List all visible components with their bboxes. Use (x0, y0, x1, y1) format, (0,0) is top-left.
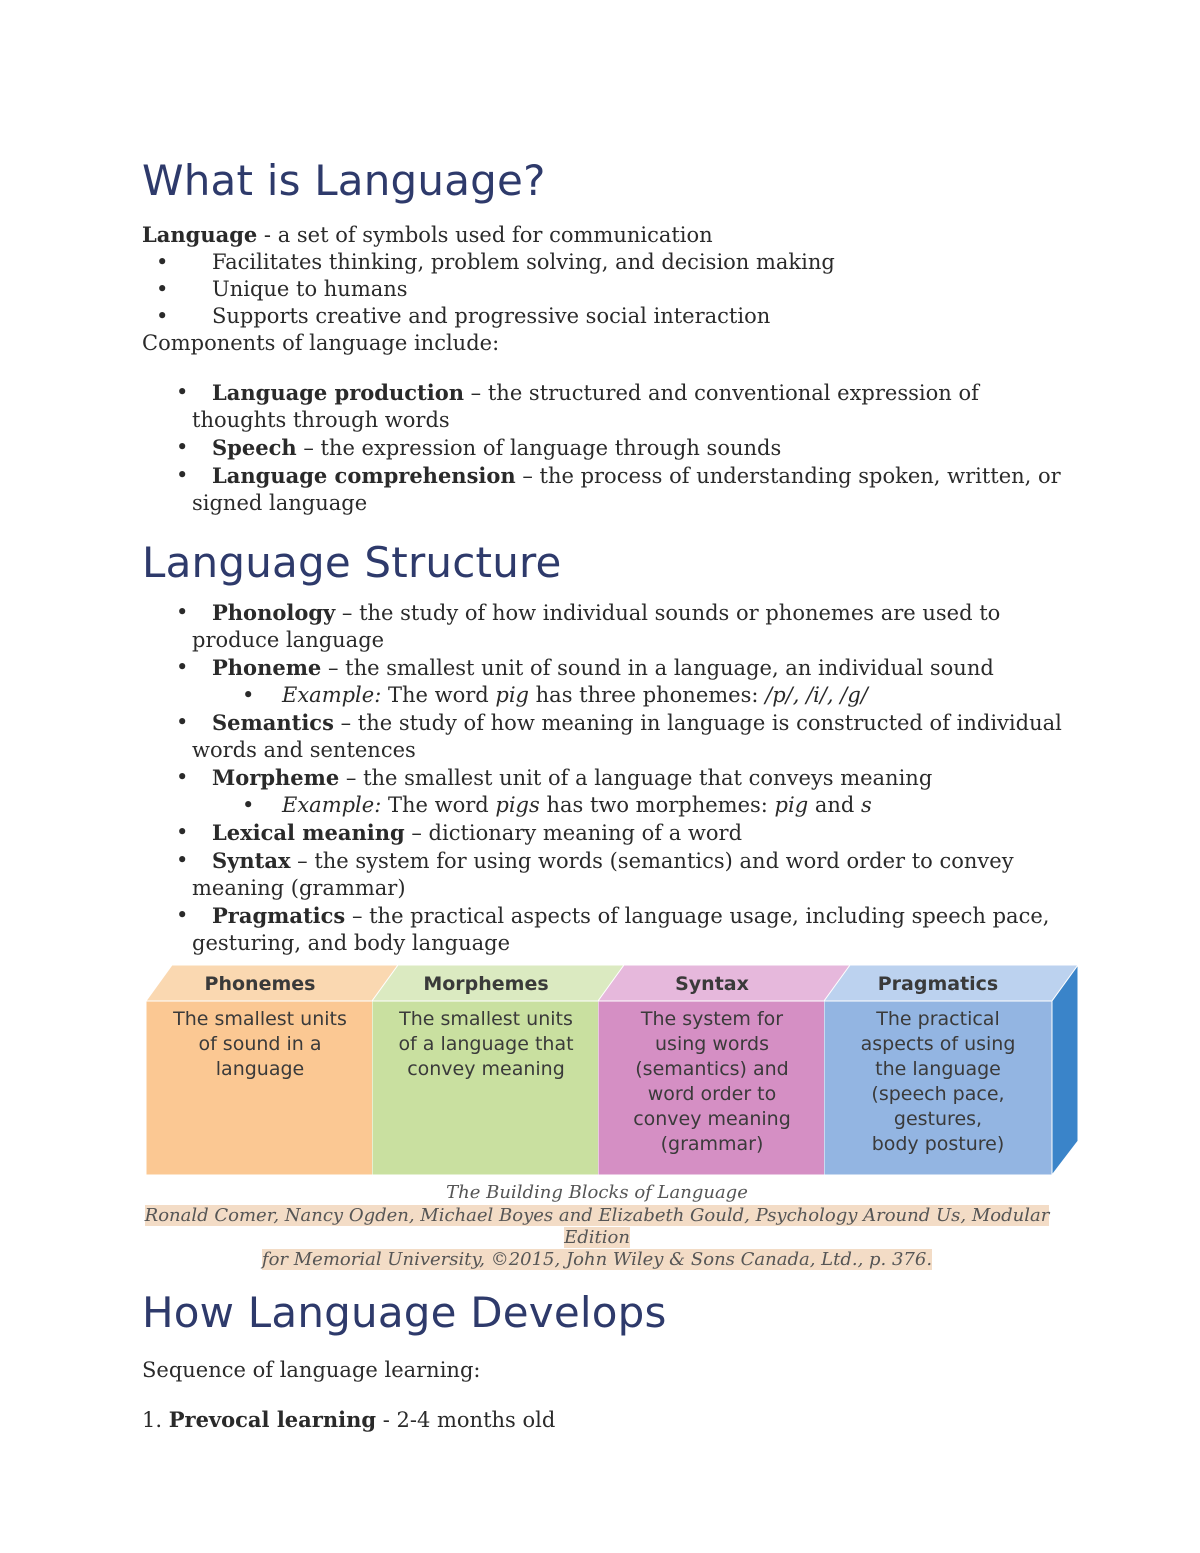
block-description-line: word order to (647, 1083, 777, 1105)
block-description-line: aspects of using (860, 1033, 1016, 1055)
list-item: • Example: The word pig has three phonemes: /p/, /i/, /g/ (142, 682, 1062, 709)
block-description-line: The practical (876, 1008, 1000, 1030)
block-title: Pragmatics (877, 973, 999, 995)
document-page (142, 155, 1062, 1434)
list-item: • Supports creative and progressive social interaction (142, 303, 1062, 330)
list-item: • Language production – the structured and conventional expression of thoughts through words (142, 379, 1062, 434)
block-description-line: convey meaning (633, 1108, 791, 1130)
block-side-face (1052, 965, 1078, 1175)
definition-term: Language (142, 222, 258, 247)
phoneme-example-list (142, 682, 1062, 709)
heading-what-is-language: What is Language? (142, 156, 546, 205)
structure-list-2 (142, 709, 1062, 792)
block-description-line: of sound in a (198, 1033, 322, 1055)
list-item: • Facilitates thinking, problem solving, and decision making (142, 249, 1062, 276)
list-item: • Morpheme – the smallest unit of a language that conveys meaning (142, 764, 1062, 792)
credit-line-2: for Memorial University, ©2015, John Wiley & Sons Canada, Ltd., p. 376. (261, 1249, 933, 1270)
block-title: Morphemes (423, 973, 549, 995)
morpheme-example-list (142, 792, 1062, 819)
block-title: Syntax (675, 973, 749, 995)
heading-language-structure: Language Structure (142, 538, 562, 587)
step-prevocal: 1. Prevocal learning - 2-4 months old (142, 1407, 556, 1432)
block-morphemes (372, 963, 634, 1175)
block-description-line: body posture) (871, 1133, 1005, 1155)
structure-list (142, 599, 1062, 682)
language-definition (142, 221, 1062, 249)
block-description-line: convey meaning (407, 1058, 565, 1080)
block-description-line: language (215, 1058, 305, 1080)
block-description-line: gestures, (893, 1108, 983, 1130)
list-item: • Syntax – the system for using words (semantics) and word order to convey meaning (grammar) (142, 847, 1062, 902)
block-description-line: (speech pace, (871, 1083, 1005, 1105)
list-item: • Phonology – the study of how individual sounds or phonemes are used to produce language (142, 599, 1062, 654)
list-item: • Semantics – the study of how meaning in language is constructed of individual words and sentences (142, 709, 1062, 764)
block-description-line: The smallest units (399, 1008, 573, 1030)
list-item: • Phoneme – the smallest unit of sound in a language, an individual sound (142, 654, 1062, 682)
block-syntax (598, 963, 860, 1175)
building-blocks-figure (146, 963, 1056, 1175)
list-item: • Speech – the expression of language through sounds (142, 434, 1062, 462)
block-description (824, 1007, 1052, 1157)
block-phonemes (146, 963, 408, 1175)
block-description (372, 1007, 600, 1082)
structure-list-3 (142, 819, 1062, 957)
block-description (598, 1007, 826, 1157)
block-description-line: using words (655, 1033, 769, 1055)
definition-text: - a set of symbols used for communication (257, 223, 713, 247)
language-bullets (142, 249, 1062, 330)
list-item: • Unique to humans (142, 276, 1062, 303)
block-description-line: of a language that (398, 1033, 574, 1055)
figure-caption: The Building Blocks of Language (446, 1182, 748, 1203)
block-description-line: (semantics) and (635, 1058, 789, 1080)
heading-how-language-develops: How Language Develops (142, 1288, 667, 1337)
block-description (146, 1007, 374, 1082)
list-item: • Pragmatics – the practical aspects of language usage, including speech pace, gesturing, and body language (142, 902, 1062, 957)
block-description-line: The smallest units (173, 1008, 347, 1030)
block-description-line: the language (875, 1058, 1001, 1080)
list-item: • Lexical meaning – dictionary meaning of a word (142, 819, 1062, 847)
list-item: • Example: The word pigs has two morphemes: pig and s (142, 792, 1062, 819)
list-item: • Language comprehension – the process of understanding spoken, written, or signed language (142, 462, 1062, 517)
sequence-intro: Sequence of language learning: (142, 1358, 481, 1382)
components-list (142, 379, 1062, 517)
block-description-line: The system for (640, 1008, 784, 1030)
block-description-line: (grammar) (660, 1133, 764, 1155)
components-intro: Components of language include: (142, 331, 500, 355)
figure-credit (142, 1205, 1052, 1271)
block-pragmatics (824, 963, 1086, 1175)
credit-line-1: Ronald Comer, Nancy Ogden, Michael Boyes and Elizabeth Gould, Psychology Around Us, Modular Edition (144, 1205, 1050, 1248)
block-title: Phonemes (204, 973, 316, 995)
